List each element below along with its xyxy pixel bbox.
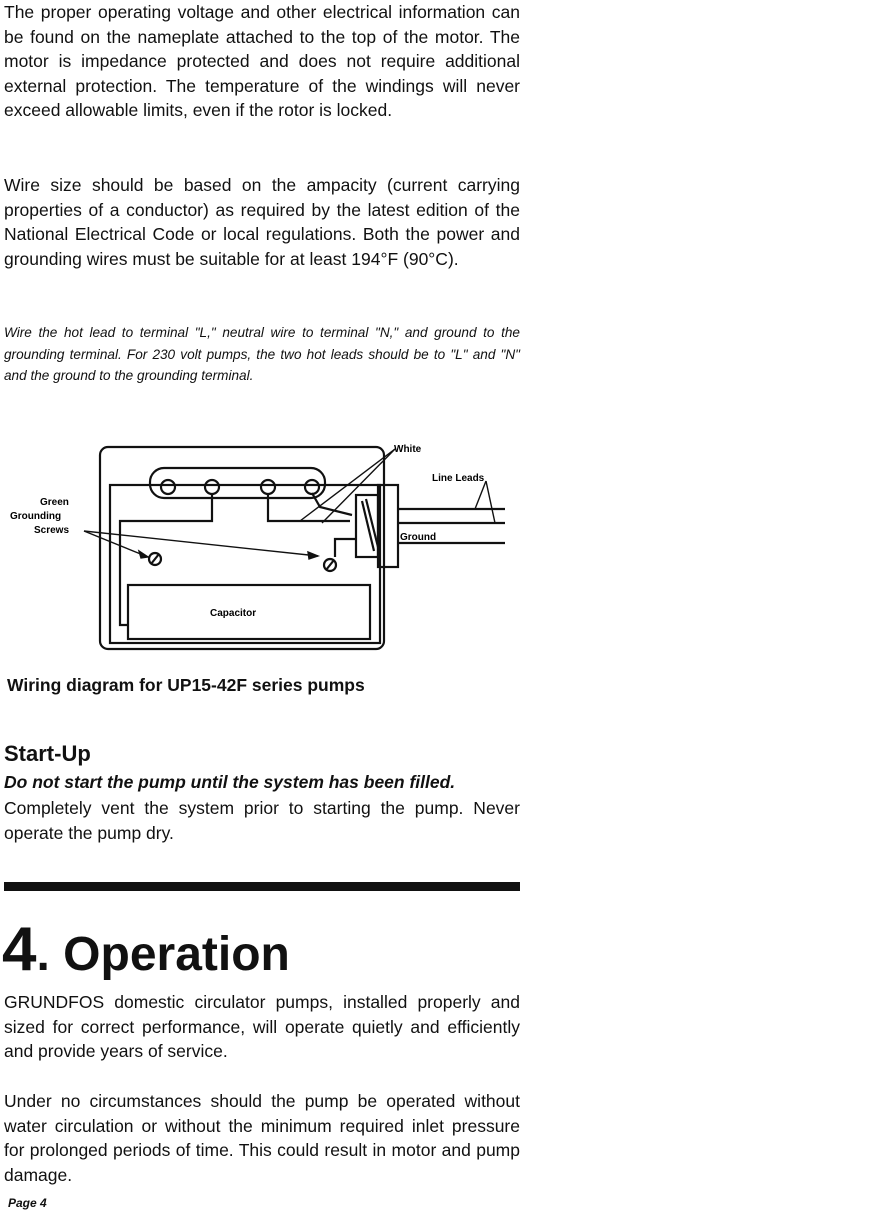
section-dot: . — [36, 928, 50, 981]
page-number: Page 4 — [8, 1196, 47, 1210]
section-heading — [2, 910, 290, 995]
wire-size-paragraph: Wire size should be based on the ampacity (current carrying properties of a conductor) as required by the latest edition of the National Electrical Code or local regulations. Both the power and grounding wires must be suitable for at least 194°F (90°C). — [4, 175, 520, 269]
section-number: 4 — [2, 915, 37, 984]
voltage-paragraph: The proper operating voltage and other electrical information can be found on the nameplate attached to the top of the motor. The motor is impedance protected and does not require additional external protection. The temperature of the windings will never exceed allowable limits, even if the rotor is locked. — [4, 2, 520, 121]
label-ground: Ground — [400, 532, 437, 543]
label-capacitor: Capacitor — [210, 608, 257, 619]
startup-warning: Do not start the pump until the system has been filled. — [4, 772, 456, 792]
label-grounding: Grounding — [10, 511, 62, 522]
label-white: White — [394, 444, 422, 455]
section-divider — [4, 882, 520, 891]
terminal-1 — [161, 480, 175, 494]
diagram-caption: Wiring diagram for UP15-42F series pumps — [7, 675, 365, 695]
operation-paragraph-1: GRUNDFOS domestic circulator pumps, installed properly and sized for correct performance, will operate quietly and efficiently and provide years of service. — [4, 992, 520, 1062]
terminal-2 — [205, 480, 219, 494]
startup-heading: Start-Up — [4, 741, 91, 766]
operation-paragraph-2: Under no circumstances should the pump be operated without water circulation or without the minimum required inlet pressure for prolonged periods of time. This could result in motor and pump damage. — [4, 1091, 520, 1185]
label-screws: Screws — [34, 525, 70, 536]
terminal-4 — [305, 480, 319, 494]
label-line-leads: Line Leads — [432, 473, 485, 484]
startup-body: Completely vent the system prior to starting the pump. Never operate the pump dry. — [4, 798, 520, 843]
wiring-diagram — [0, 435, 520, 660]
terminal-strip — [150, 468, 325, 498]
wiring-note: Wire the hot lead to terminal "L," neutral wire to terminal "N," and ground to the grounding terminal. For 230 volt pumps, the two hot leads should be to "L" and "N" and the ground to the grounding terminal. — [4, 325, 520, 383]
terminal-3 — [261, 480, 275, 494]
section-title: Operation — [63, 928, 290, 981]
label-green: Green — [40, 497, 69, 508]
